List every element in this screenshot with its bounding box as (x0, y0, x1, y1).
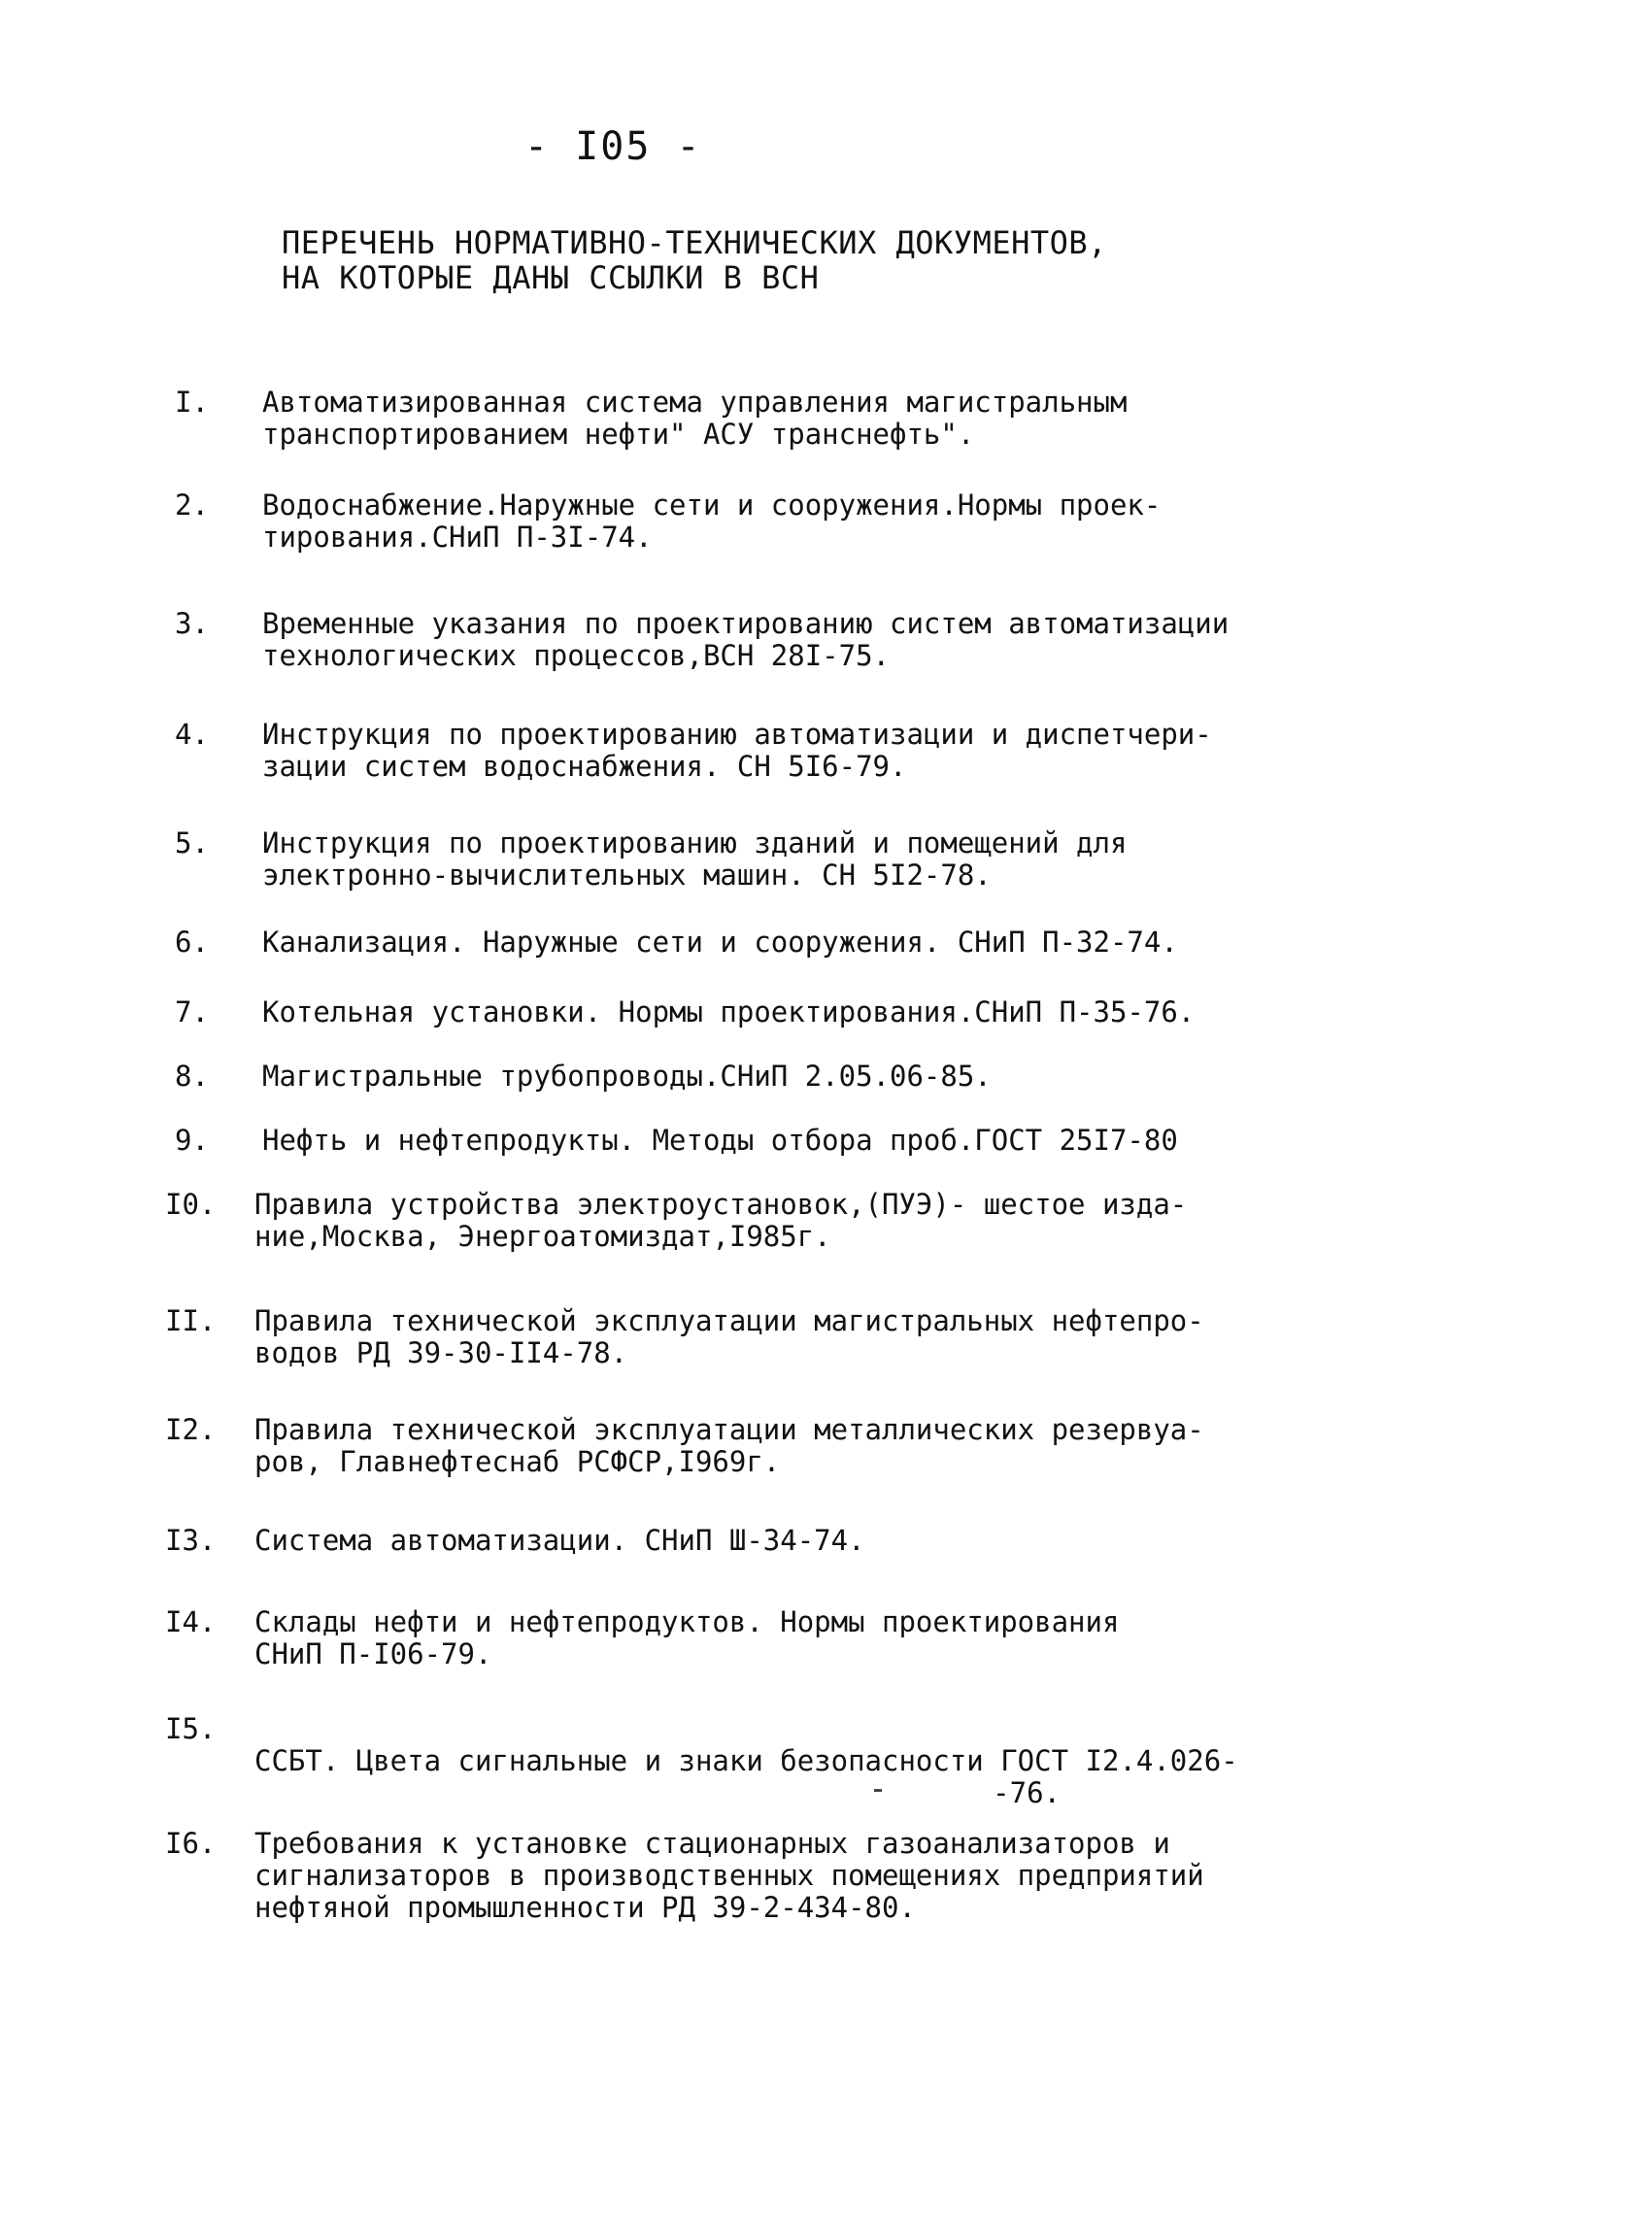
item-text (254, 1713, 1381, 1841)
item-text: Система автоматизации. СНиП Ш-34-74. (254, 1524, 865, 1557)
scan-speck (874, 1789, 882, 1792)
item-text: Правила технической эксплуатации магистральных нефтепро- водов РД 39-30-II4-78. (254, 1304, 1204, 1369)
page-number: - I05 - (524, 124, 702, 169)
item-text: Водоснабжение.Наружные сети и сооружения.Нормы проек- тирования.СНиП П-3I-74. (262, 489, 1162, 554)
item-number: 5. (175, 826, 209, 860)
item-text-main: ССБТ. Цвета сигнальные и знаки безопасности ГОСТ I2.4.026- (254, 1744, 1238, 1777)
item-text: Магистральные трубопроводы.СНиП 2.05.06-85. (262, 1060, 992, 1093)
item-text: Инструкция по проектированию зданий и помещений для электронно-вычислительных машин. СН 5I2-78. (262, 826, 1128, 892)
item-number: I0. (165, 1188, 217, 1221)
item-number: 9. (175, 1124, 209, 1157)
item-number: I6. (165, 1827, 217, 1860)
item-number: I3. (165, 1524, 217, 1557)
item-text: Котельная установки. Нормы проектирования.СНиП П-35-76. (262, 995, 1196, 1028)
item-number: 8. (175, 1060, 209, 1093)
item-number: 4. (175, 718, 209, 751)
item-text: Канализация. Наружные сети и сооружения. СНиП П-32-74. (262, 926, 1178, 959)
item-text: Требования к установке стационарных газоанализаторов и сигнализаторов в производственных помещениях предприятий нефтяной промышленности РД 39-2-434-80. (254, 1827, 1204, 1924)
item-text: Склады нефти и нефтепродуктов. Нормы проектирования СНиП П-I06-79. (254, 1605, 1120, 1670)
item-number: I4. (165, 1605, 217, 1638)
heading-line-1: ПЕРЕЧЕНЬ НОРМАТИВНО-ТЕХНИЧЕСКИХ ДОКУМЕНТОВ, (282, 224, 1107, 261)
item-number: II. (165, 1304, 217, 1337)
item-text: Правила технической эксплуатации металлических резервуа- ров, Главнефтеснаб РСФСР,I969г. (254, 1413, 1204, 1478)
item-number: I2. (165, 1413, 217, 1446)
item-number: I. (175, 386, 209, 419)
item-number: 2. (175, 489, 209, 522)
heading-line-2: НА КОТОРЫЕ ДАНЫ ССЫЛКИ В ВСН (282, 259, 820, 296)
document-heading (282, 225, 1107, 295)
item-text-continuation: -76. (993, 1776, 1061, 1809)
item-text: Автоматизированная система управления магистральным транспортированием нефти" АСУ транснефть". (262, 386, 1128, 451)
item-text: Инструкция по проектированию автоматизации и диспетчери- зации систем водоснабжения. СН 5I6-79. (262, 718, 1212, 783)
item-number: 6. (175, 926, 209, 959)
item-text: Правила устройства электроустановок,(ПУЭ)- шестое изда- ние,Москва, Энергоатомиздат,I985г. (254, 1188, 1188, 1253)
item-text: Временные указания по проектированию систем автоматизации технологических процессов,ВСН 28I-75. (262, 607, 1230, 672)
item-number: I5. (165, 1712, 217, 1745)
item-text: Нефть и нефтепродукты. Методы отбора проб.ГОСТ 25I7-80 (262, 1124, 1178, 1157)
item-number: 3. (175, 607, 209, 640)
item-number: 7. (175, 995, 209, 1028)
